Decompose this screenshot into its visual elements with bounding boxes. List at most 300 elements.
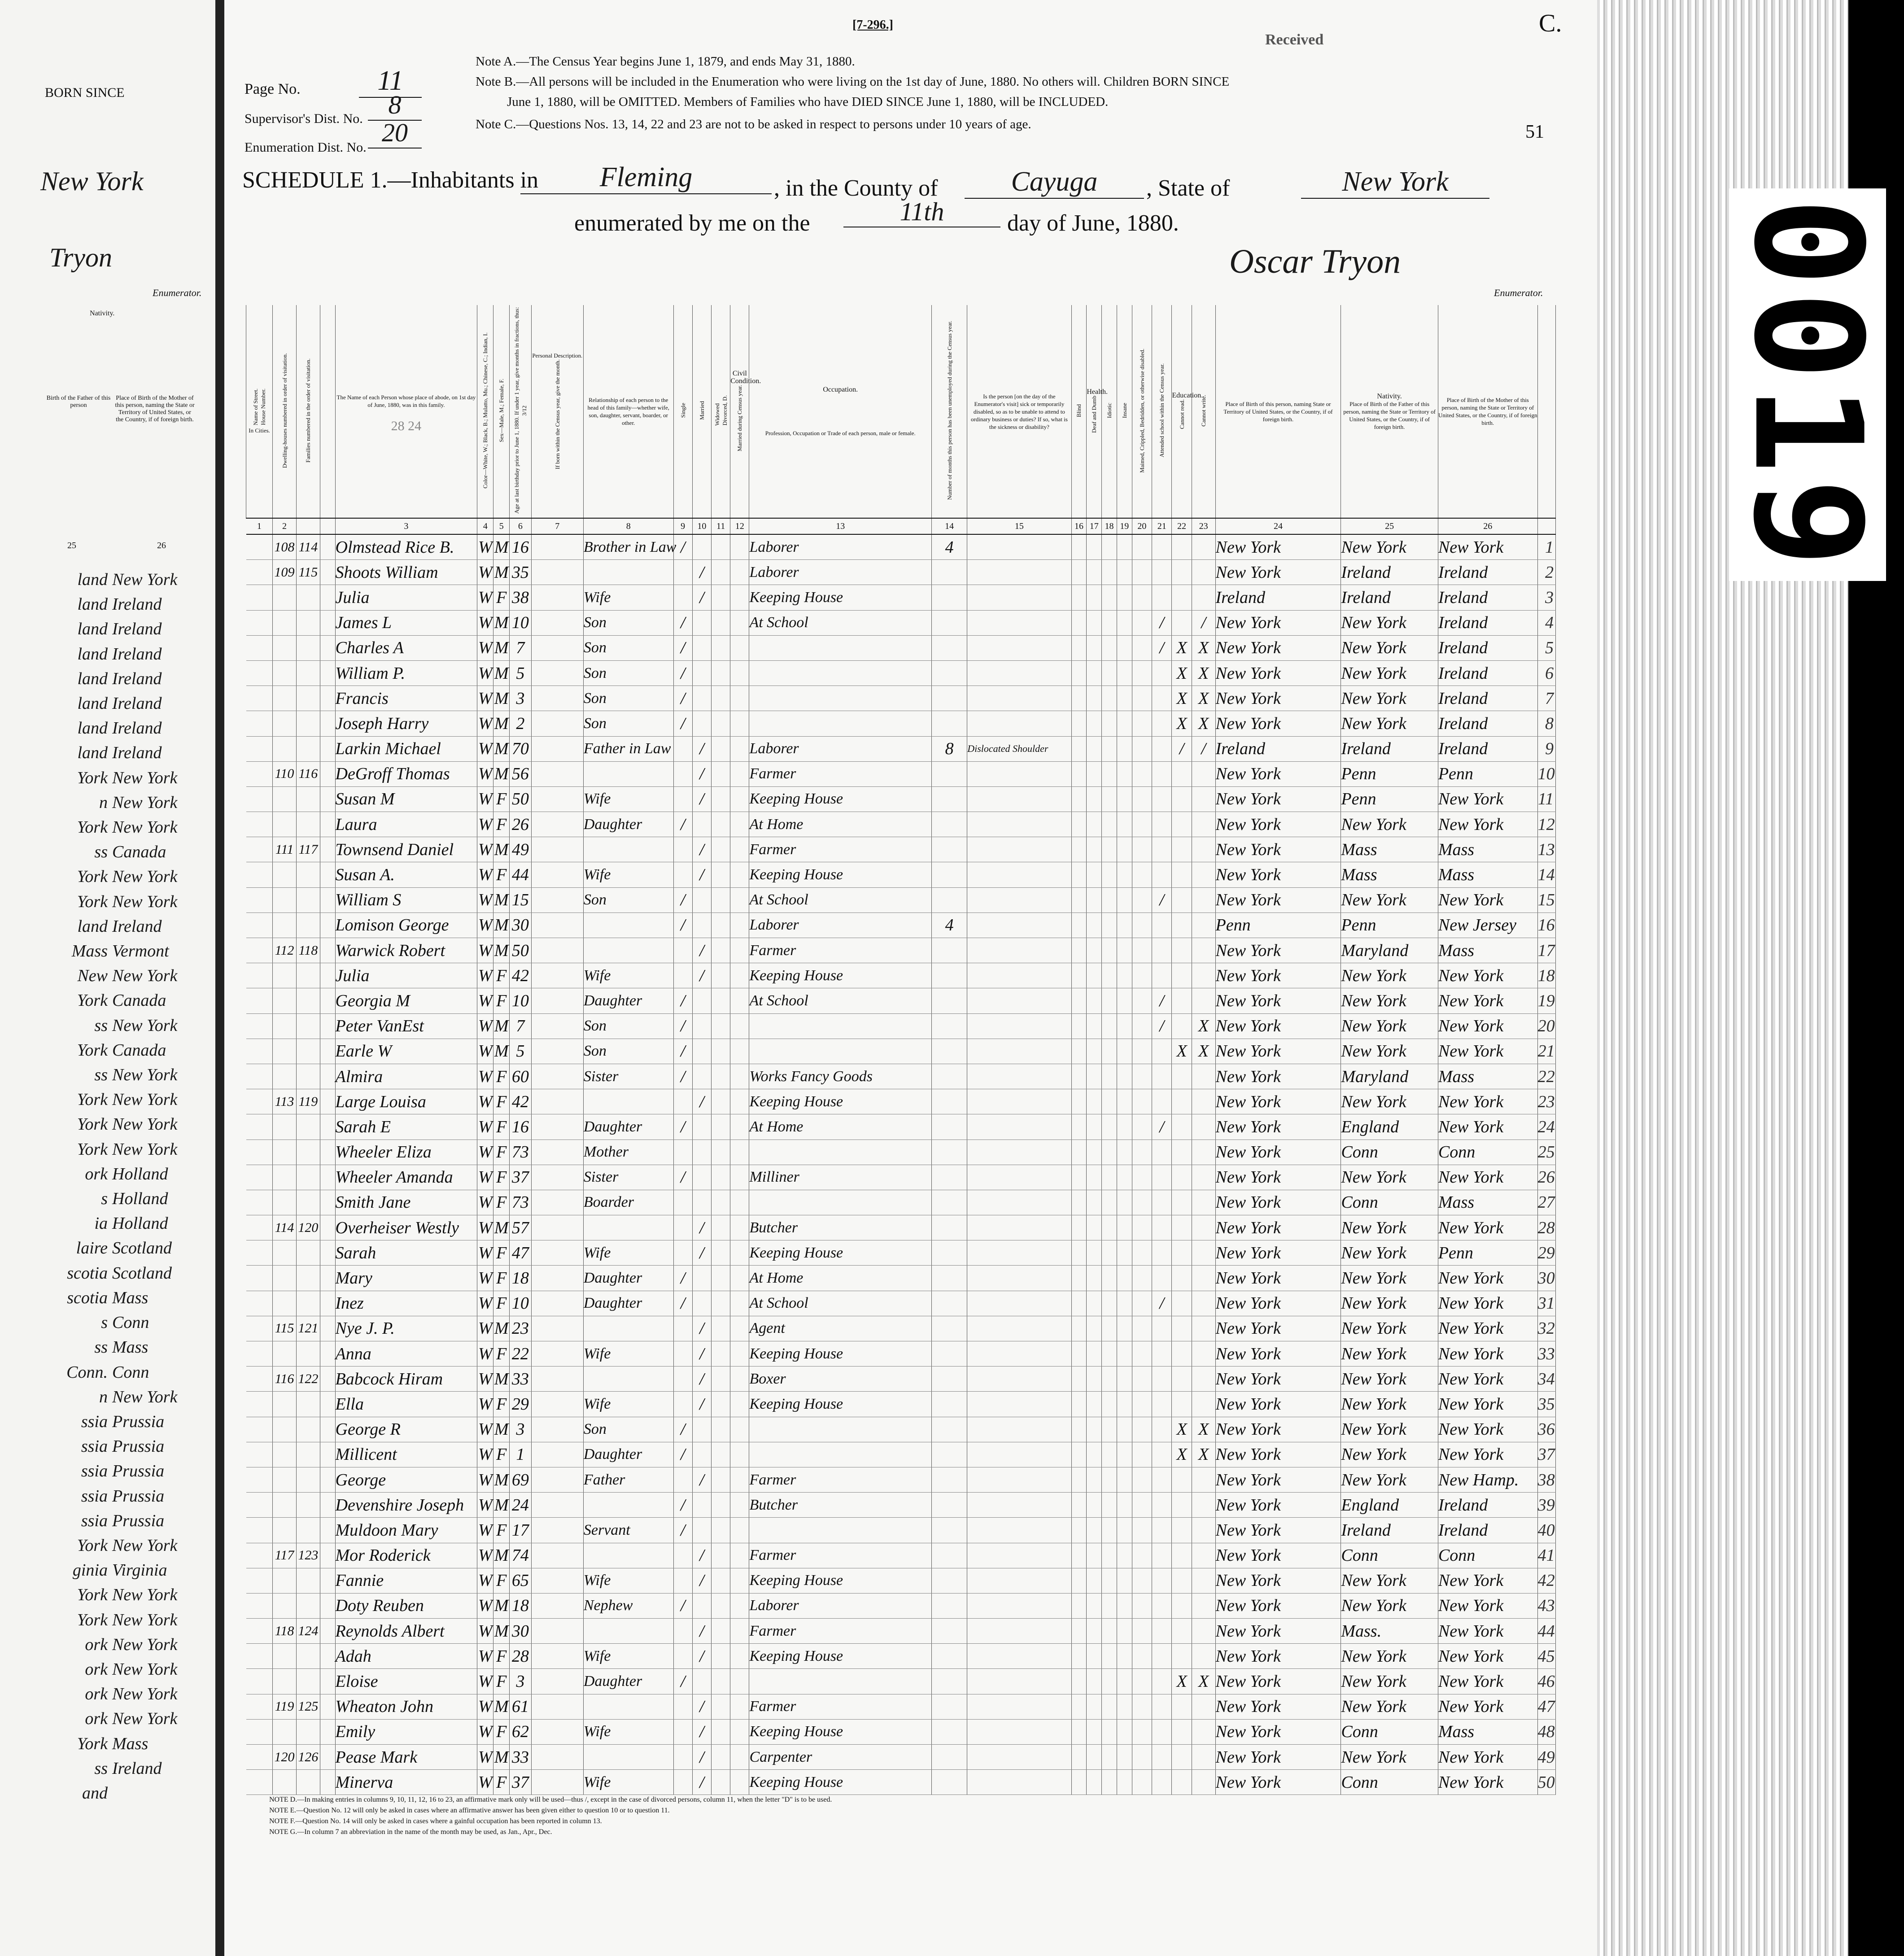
cell-dw: [273, 1719, 297, 1744]
cell-empty: [1102, 1291, 1117, 1316]
cell-empty: [320, 887, 335, 913]
cell-dw: [273, 1392, 297, 1417]
cell-empty: [1117, 1568, 1132, 1593]
cell-read: [1172, 1694, 1192, 1719]
cell-unemp: [932, 1165, 967, 1190]
cell-school: [1152, 1543, 1172, 1568]
cell-empty: [320, 534, 335, 560]
cell-write: [1192, 913, 1215, 938]
cell-empty: [1117, 585, 1132, 610]
note-b: Note B.—All persons will be included in the Enumeration who were living on the 1st day of June, 1880. No others will. Children BORN SINCE: [476, 74, 1230, 89]
table-row: [246, 1719, 1556, 1744]
cell-empty: [1132, 1417, 1152, 1442]
cell-occ: Agent: [749, 1316, 932, 1341]
cell-n: 29: [1537, 1240, 1555, 1266]
cell-single: /: [673, 1442, 692, 1467]
cell-sick: [967, 1644, 1071, 1669]
left-page-value: n: [99, 1387, 108, 1406]
cell-empty: [246, 1568, 273, 1593]
col-num-19: 19: [1117, 518, 1132, 534]
cell-empty: [246, 1266, 273, 1291]
cell-empty: [1071, 1190, 1087, 1215]
cell-single: /: [673, 988, 692, 1013]
cell-name: Lomison George: [335, 913, 477, 938]
cell-empty: [1102, 1316, 1117, 1341]
cell-age: 37: [510, 1165, 532, 1190]
supervisor-label: Supervisor's Dist. No.: [245, 111, 363, 126]
cell-mpob: Mass: [1438, 938, 1537, 963]
cell-fam: 120: [296, 1215, 320, 1240]
cell-sex: M: [493, 610, 510, 635]
cell-mpob: New York: [1438, 1694, 1537, 1719]
idiotic-header: Idiotic: [1106, 403, 1113, 418]
cell-dw: [273, 1770, 297, 1795]
cell-empty: [246, 1417, 273, 1442]
cell-occ: [749, 1190, 932, 1215]
cell-dw: [273, 913, 297, 938]
cell-pob: New York: [1215, 1467, 1341, 1492]
state-value: New York: [1301, 166, 1489, 199]
cell-empty: [711, 1341, 730, 1367]
cell-rel: Son: [583, 686, 673, 711]
cell-empty: [711, 534, 730, 560]
cell-fam: [296, 711, 320, 736]
cell-empty: [531, 711, 583, 736]
cell-write: [1192, 812, 1215, 837]
cell-fam: [296, 1114, 320, 1140]
col-num-21: 21: [1152, 518, 1172, 534]
footnote-f: NOTE F.—Question No. 14 will only be asked in cases where a gainful occupation has been reported in column 13.: [269, 1817, 602, 1825]
table-row: [246, 938, 1556, 963]
cell-n: 16: [1537, 913, 1555, 938]
cell-fam: [296, 1719, 320, 1744]
cell-empty: [531, 913, 583, 938]
left-page-value: New York: [112, 1635, 178, 1654]
cell-dw: 120: [273, 1745, 297, 1770]
cell-school: [1152, 1568, 1172, 1593]
cell-sick: [967, 1367, 1071, 1392]
cell-empty: [1102, 1593, 1117, 1618]
cell-sick: [967, 635, 1071, 660]
cell-unemp: [932, 1190, 967, 1215]
cell-empty: [1087, 938, 1102, 963]
note-b-continued: June 1, 1880, will be OMITTED. Members of Families who have DIED SINCE June 1, 1880, will be INCLUDED.: [507, 95, 1109, 109]
cell-mpob: Mass: [1438, 862, 1537, 887]
cell-pob: New York: [1215, 1266, 1341, 1291]
cell-empty: [730, 1064, 749, 1089]
cell-empty: [320, 1669, 335, 1694]
cell-married: [692, 610, 711, 635]
cell-pob: New York: [1215, 1367, 1341, 1392]
left-col25-num: 25: [67, 541, 76, 550]
cell-pob: New York: [1215, 963, 1341, 988]
cell-sick: [967, 1140, 1071, 1165]
cell-read: [1172, 534, 1192, 560]
cell-empty: [1102, 1392, 1117, 1417]
col-num-23: 23: [1192, 518, 1215, 534]
cell-empty: [246, 862, 273, 887]
cell-name: Ella: [335, 1392, 477, 1417]
cell-occ: [749, 1140, 932, 1165]
cell-unemp: [932, 1669, 967, 1694]
left-page-value: New York: [112, 793, 178, 812]
cell-fam: [296, 1442, 320, 1467]
cell-write: [1192, 1518, 1215, 1543]
cell-occ: Keeping House: [749, 1719, 932, 1744]
cell-empty: [1087, 812, 1102, 837]
cell-empty: [531, 1694, 583, 1719]
cell-write: [1192, 1392, 1215, 1417]
cell-empty: [1117, 837, 1132, 862]
cell-school: [1152, 761, 1172, 786]
cell-dw: [273, 963, 297, 988]
cell-empty: [1071, 837, 1087, 862]
cell-fpob: New York: [1341, 1341, 1438, 1367]
cell-empty: [730, 1165, 749, 1190]
cell-color: W: [477, 1039, 493, 1064]
cell-sex: M: [493, 736, 510, 761]
cell-age: 2: [510, 711, 532, 736]
cell-empty: [1132, 1367, 1152, 1392]
cell-empty: [730, 1770, 749, 1795]
cell-fam: [296, 1644, 320, 1669]
cell-empty: [320, 1518, 335, 1543]
cell-color: W: [477, 1140, 493, 1165]
cell-empty: [320, 1215, 335, 1240]
cell-empty: [1102, 1140, 1117, 1165]
cell-empty: [730, 1367, 749, 1392]
table-row: [246, 1568, 1556, 1593]
cell-empty: [320, 1417, 335, 1442]
cell-empty: [1087, 761, 1102, 786]
cell-empty: [1102, 736, 1117, 761]
cell-unemp: [932, 686, 967, 711]
cell-color: W: [477, 1770, 493, 1795]
cell-married: [692, 1493, 711, 1518]
cell-read: [1172, 1089, 1192, 1114]
enum-dist-value: 20: [368, 118, 422, 148]
cell-write: [1192, 862, 1215, 887]
cell-n: 1: [1537, 534, 1555, 560]
cell-color: W: [477, 1367, 493, 1392]
col-num-2: 2: [273, 518, 297, 534]
cell-write: [1192, 1291, 1215, 1316]
cell-name: Charles A: [335, 635, 477, 660]
cell-color: W: [477, 1240, 493, 1266]
cell-single: [673, 761, 692, 786]
cell-empty: [1102, 1543, 1117, 1568]
cell-empty: [1132, 812, 1152, 837]
cell-occ: Farmer: [749, 1467, 932, 1492]
table-row: [246, 988, 1556, 1013]
cell-rel: [583, 1316, 673, 1341]
cell-married: [692, 988, 711, 1013]
cell-empty: [1132, 635, 1152, 660]
cell-sick: [967, 1341, 1071, 1367]
cell-sick: [967, 560, 1071, 585]
cell-empty: [1071, 1316, 1087, 1341]
cell-single: [673, 1341, 692, 1367]
cell-name: Julia: [335, 963, 477, 988]
cell-occ: At School: [749, 988, 932, 1013]
cell-unemp: [932, 761, 967, 786]
cell-rel: Wife: [583, 1719, 673, 1744]
table-row: [246, 862, 1556, 887]
table-row: [246, 635, 1556, 660]
cell-fam: [296, 862, 320, 887]
table-row: [246, 1064, 1556, 1089]
cell-name: Pease Mark: [335, 1745, 477, 1770]
cell-empty: [730, 534, 749, 560]
supervisor-value: 8: [368, 90, 422, 121]
deaf-dumb-header: Deaf and Dumb: [1091, 395, 1098, 433]
cell-empty: [711, 1493, 730, 1518]
house-number-header: House Number.: [260, 388, 267, 425]
cell-pob: New York: [1215, 560, 1341, 585]
cell-occ: Laborer: [749, 560, 932, 585]
cell-empty: [1071, 786, 1087, 812]
cell-empty: [1102, 1240, 1117, 1266]
cell-fam: [296, 1467, 320, 1492]
cell-occ: Laborer: [749, 913, 932, 938]
cell-married: /: [692, 761, 711, 786]
table-row: [246, 1417, 1556, 1442]
cell-school: [1152, 660, 1172, 685]
cell-fpob: Ireland: [1341, 560, 1438, 585]
cell-sex: M: [493, 1543, 510, 1568]
left-enumerator: Tryon: [49, 243, 113, 272]
cell-empty: [531, 786, 583, 812]
cell-pob: New York: [1215, 1341, 1341, 1367]
cell-empty: [320, 963, 335, 988]
cell-empty: [1102, 938, 1117, 963]
cell-unemp: [932, 837, 967, 862]
cell-single: [673, 963, 692, 988]
left-page-value: New York: [112, 818, 178, 837]
cell-write: [1192, 761, 1215, 786]
cell-rel: [583, 938, 673, 963]
cell-color: W: [477, 1291, 493, 1316]
cell-dw: 112: [273, 938, 297, 963]
cell-write: [1192, 1593, 1215, 1618]
cell-color: W: [477, 1316, 493, 1341]
cell-n: 48: [1537, 1719, 1555, 1744]
cell-read: [1172, 887, 1192, 913]
cell-empty: [711, 837, 730, 862]
cell-empty: [711, 635, 730, 660]
cell-age: 47: [510, 1240, 532, 1266]
cell-pob: New York: [1215, 1417, 1341, 1442]
cell-name: DeGroff Thomas: [335, 761, 477, 786]
cell-fam: [296, 1266, 320, 1291]
cell-empty: [1117, 1190, 1132, 1215]
cell-school: /: [1152, 1114, 1172, 1140]
cell-n: 30: [1537, 1266, 1555, 1291]
cell-fpob: New York: [1341, 1039, 1438, 1064]
cell-fpob: New York: [1341, 635, 1438, 660]
cell-pob: New York: [1215, 938, 1341, 963]
cell-mpob: Ireland: [1438, 585, 1537, 610]
cell-age: 22: [510, 1341, 532, 1367]
cell-empty: [531, 1442, 583, 1467]
cell-sex: M: [493, 913, 510, 938]
left-page-value: New York: [112, 1016, 178, 1035]
cell-married: [692, 660, 711, 685]
cell-pob: New York: [1215, 1694, 1341, 1719]
cell-empty: [246, 1392, 273, 1417]
cell-pob: New York: [1215, 786, 1341, 812]
cell-empty: [1102, 585, 1117, 610]
cell-empty: [1117, 1165, 1132, 1190]
cell-pob: New York: [1215, 1442, 1341, 1467]
cell-empty: [1071, 1619, 1087, 1644]
cell-pob: New York: [1215, 1770, 1341, 1795]
cell-write: [1192, 1114, 1215, 1140]
cell-pob: New York: [1215, 711, 1341, 736]
cell-mpob: New York: [1438, 988, 1537, 1013]
cell-sex: F: [493, 1140, 510, 1165]
cell-n: 15: [1537, 887, 1555, 913]
cell-school: [1152, 1593, 1172, 1618]
cell-unemp: [932, 1392, 967, 1417]
cell-name: Millicent: [335, 1442, 477, 1467]
cell-n: 3: [1537, 585, 1555, 610]
cell-read: [1172, 963, 1192, 988]
cell-empty: [531, 1367, 583, 1392]
cell-fam: 115: [296, 560, 320, 585]
cell-empty: [531, 837, 583, 862]
left-page-value: ia: [94, 1214, 108, 1233]
cell-fpob: Conn: [1341, 1190, 1438, 1215]
cell-empty: [320, 1039, 335, 1064]
cell-occ: Laborer: [749, 1593, 932, 1618]
cell-age: 62: [510, 1719, 532, 1744]
census-table: [246, 305, 1556, 1795]
cell-sick: [967, 1240, 1071, 1266]
cell-empty: [1117, 1493, 1132, 1518]
cell-empty: [1132, 1266, 1152, 1291]
cell-empty: [1071, 887, 1087, 913]
cell-color: W: [477, 1013, 493, 1039]
cell-occ: Farmer: [749, 1619, 932, 1644]
cell-sex: M: [493, 761, 510, 786]
left-page-value: land: [77, 595, 108, 614]
cell-sex: F: [493, 1341, 510, 1367]
cell-school: [1152, 1644, 1172, 1669]
cell-read: [1172, 1518, 1192, 1543]
cell-rel: Daughter: [583, 1266, 673, 1291]
cell-name: Wheeler Eliza: [335, 1140, 477, 1165]
cell-sex: M: [493, 1215, 510, 1240]
form-code: [7-296.]: [852, 18, 893, 32]
cell-empty: [711, 988, 730, 1013]
cell-empty: [1117, 736, 1132, 761]
cannot-read-header: Cannot read.: [1178, 399, 1185, 429]
cell-school: [1152, 686, 1172, 711]
cell-write: [1192, 1316, 1215, 1341]
cell-single: /: [673, 887, 692, 913]
cell-mpob: New York: [1438, 1316, 1537, 1341]
cell-empty: [1102, 534, 1117, 560]
left-page-value: Mass: [112, 1288, 148, 1307]
cell-rel: Boarder: [583, 1190, 673, 1215]
cell-empty: [1071, 610, 1087, 635]
cell-empty: [1117, 786, 1132, 812]
cell-sex: F: [493, 1240, 510, 1266]
cell-empty: [1102, 862, 1117, 887]
cell-pob: New York: [1215, 534, 1341, 560]
cell-empty: [531, 1619, 583, 1644]
cell-rel: Son: [583, 711, 673, 736]
cell-n: 35: [1537, 1392, 1555, 1417]
cell-empty: [1071, 1215, 1087, 1240]
table-row: [246, 963, 1556, 988]
cell-read: [1172, 862, 1192, 887]
cell-empty: [711, 1114, 730, 1140]
cell-color: W: [477, 862, 493, 887]
left-page-value: Conn: [112, 1313, 149, 1332]
cell-empty: [1132, 1493, 1152, 1518]
cell-pob: New York: [1215, 1165, 1341, 1190]
cell-color: W: [477, 887, 493, 913]
cell-age: 5: [510, 1039, 532, 1064]
birth-month-header: If born within the Census year, give the month.: [554, 359, 561, 469]
cell-empty: [1132, 736, 1152, 761]
cell-read: [1172, 1165, 1192, 1190]
cell-single: [673, 560, 692, 585]
cell-read: [1172, 1367, 1192, 1392]
cell-sex: F: [493, 1644, 510, 1669]
cell-mpob: Ireland: [1438, 686, 1537, 711]
birthplace-header: Place of Birth of this person, naming State or Territory of United States, or the Country, if of foreign birth.: [1223, 400, 1333, 423]
cell-name: Larkin Michael: [335, 736, 477, 761]
table-row: [246, 1013, 1556, 1039]
schedule-label: SCHEDULE 1.—Inhabitants in: [242, 167, 539, 193]
left-page-value: Ireland: [112, 644, 162, 664]
cell-fam: [296, 610, 320, 635]
cell-read: [1172, 988, 1192, 1013]
cell-fam: [296, 812, 320, 837]
cell-married: [692, 1266, 711, 1291]
left-col25-header: Birth of the Father of this person: [46, 395, 111, 409]
cell-dw: 119: [273, 1694, 297, 1719]
cell-married: /: [692, 1619, 711, 1644]
cell-married: /: [692, 837, 711, 862]
cell-school: [1152, 1240, 1172, 1266]
cell-read: X: [1172, 686, 1192, 711]
cell-unemp: [932, 1543, 967, 1568]
cell-occ: Keeping House: [749, 1341, 932, 1367]
cell-married: /: [692, 1644, 711, 1669]
cell-pob: New York: [1215, 1392, 1341, 1417]
cell-n: 49: [1537, 1745, 1555, 1770]
table-row: [246, 1694, 1556, 1719]
cell-rel: [583, 1215, 673, 1240]
cell-n: 10: [1537, 761, 1555, 786]
cell-write: [1192, 1240, 1215, 1266]
cell-color: W: [477, 1392, 493, 1417]
county-value: Cayuga: [965, 166, 1144, 199]
cell-dw: [273, 1140, 297, 1165]
cell-fpob: New York: [1341, 1392, 1438, 1417]
cell-unemp: 4: [932, 534, 967, 560]
cell-empty: [1132, 711, 1152, 736]
cell-empty: [1071, 1745, 1087, 1770]
cell-empty: [1102, 1568, 1117, 1593]
cell-dw: [273, 1165, 297, 1190]
cell-fpob: Ireland: [1341, 1518, 1438, 1543]
cell-empty: [246, 1039, 273, 1064]
